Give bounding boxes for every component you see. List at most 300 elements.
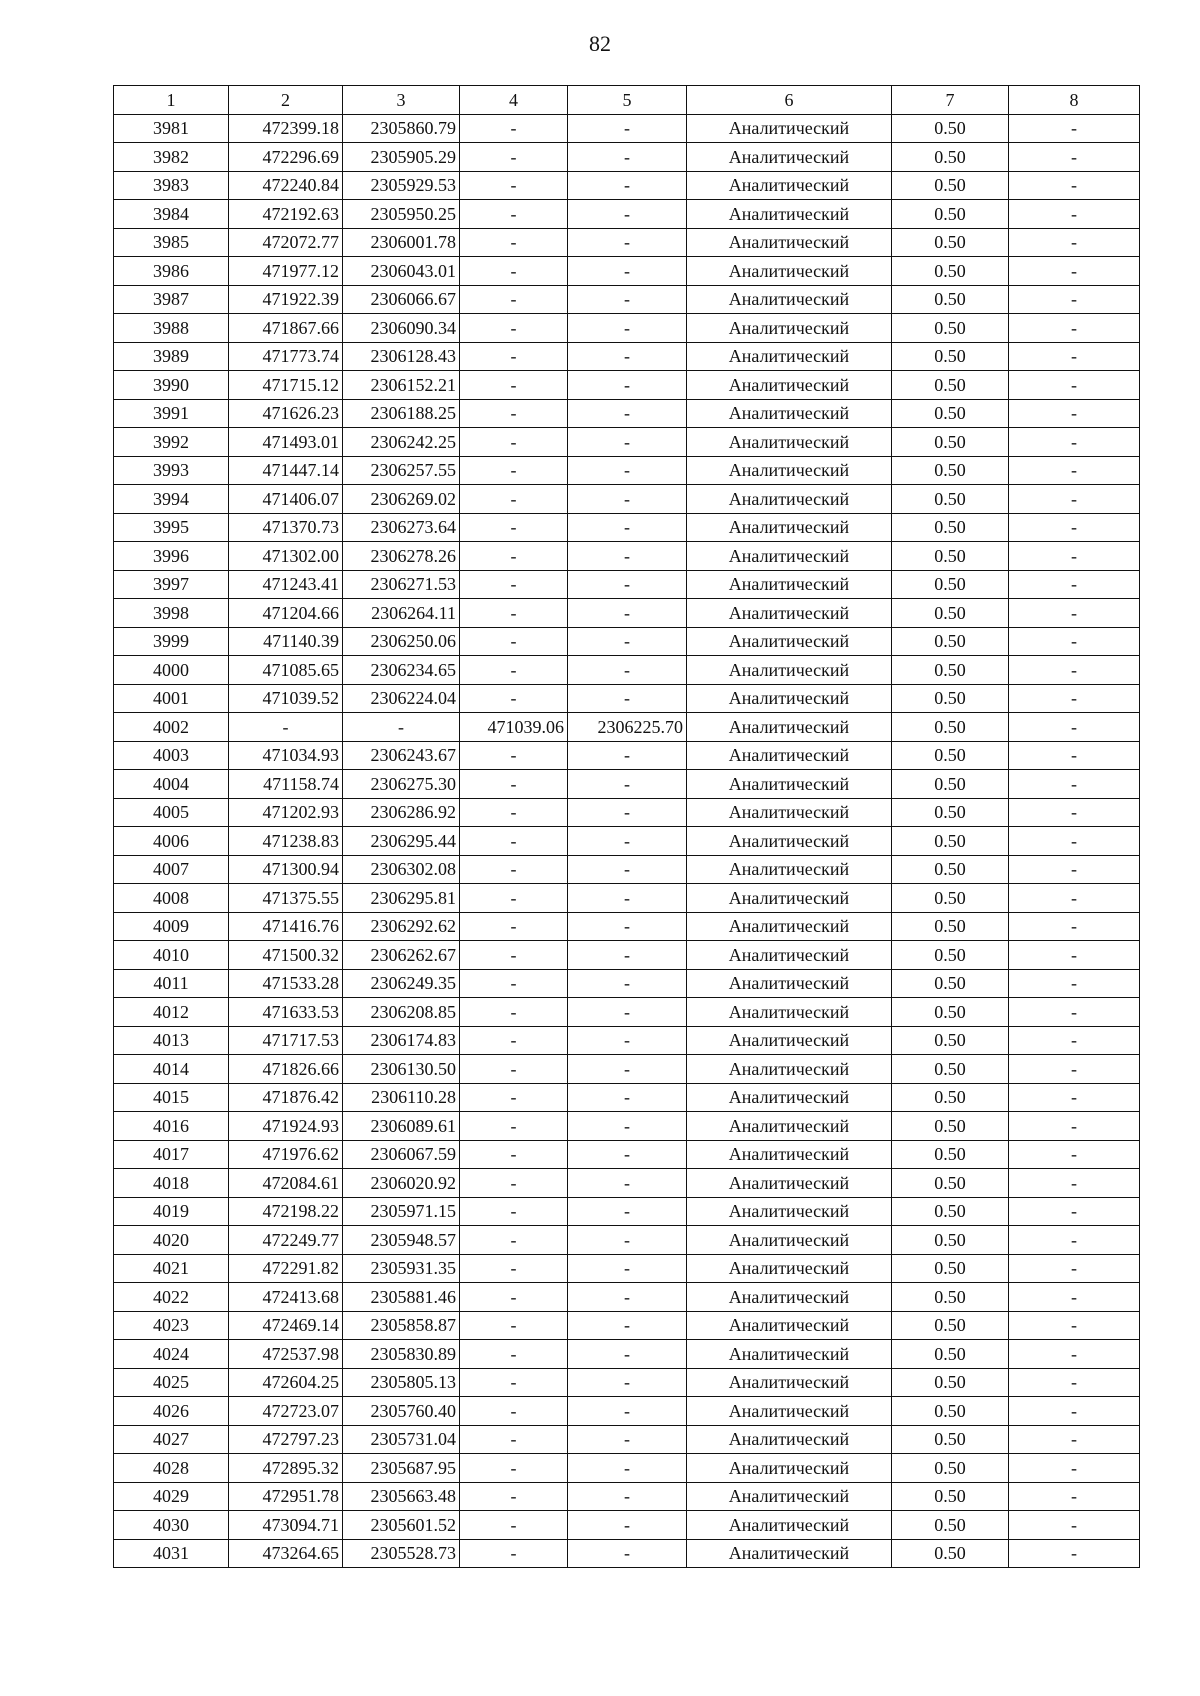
cell-coord-y-alt: - <box>568 855 687 884</box>
cell-coord-x-alt: - <box>460 542 568 571</box>
cell-coord-x: 472604.25 <box>229 1368 343 1397</box>
cell-coord-x-alt: - <box>460 1083 568 1112</box>
cell-accuracy: 0.50 <box>892 1539 1009 1568</box>
cell-coord-x: 471370.73 <box>229 513 343 542</box>
table-row <box>114 513 1140 542</box>
cell-coord-x-alt: - <box>460 570 568 599</box>
table-row <box>114 1340 1140 1369</box>
cell-coord-x-alt: - <box>460 1026 568 1055</box>
cell-point-number: 4016 <box>114 1112 229 1141</box>
cell-coord-x-alt: - <box>460 171 568 200</box>
cell-coord-y: 2306250.06 <box>343 627 460 656</box>
cell-coord-x: 472399.18 <box>229 114 343 143</box>
cell-coord-y-alt: - <box>568 542 687 571</box>
cell-coord-y-alt: - <box>568 1425 687 1454</box>
cell-accuracy: 0.50 <box>892 1055 1009 1084</box>
cell-method: Аналитический <box>687 798 892 827</box>
cell-coord-x-alt: - <box>460 228 568 257</box>
cell-coord-y: - <box>343 713 460 742</box>
cell-method: Аналитический <box>687 285 892 314</box>
cell-point-number: 3995 <box>114 513 229 542</box>
cell-note: - <box>1009 713 1140 742</box>
table-row <box>114 1254 1140 1283</box>
table-row <box>114 1226 1140 1255</box>
cell-note: - <box>1009 285 1140 314</box>
cell-point-number: 4007 <box>114 855 229 884</box>
cell-coord-y-alt: - <box>568 285 687 314</box>
cell-coord-x-alt: - <box>460 1283 568 1312</box>
cell-coord-x-alt: - <box>460 998 568 1027</box>
cell-coord-y-alt: - <box>568 314 687 343</box>
cell-point-number: 3991 <box>114 399 229 428</box>
cell-method: Аналитический <box>687 969 892 998</box>
cell-coord-x-alt: - <box>460 1226 568 1255</box>
cell-coord-y: 2305950.25 <box>343 200 460 229</box>
cell-method: Аналитический <box>687 1511 892 1540</box>
column-header: 1 <box>114 86 229 115</box>
cell-note: - <box>1009 1482 1140 1511</box>
cell-coord-y: 2306090.34 <box>343 314 460 343</box>
cell-point-number: 4018 <box>114 1169 229 1198</box>
cell-note: - <box>1009 1112 1140 1141</box>
table-row <box>114 713 1140 742</box>
cell-coord-x-alt: - <box>460 741 568 770</box>
page-number: 82 <box>589 31 611 56</box>
cell-point-number: 4027 <box>114 1425 229 1454</box>
cell-coord-x-alt: - <box>460 1539 568 1568</box>
cell-accuracy: 0.50 <box>892 1311 1009 1340</box>
cell-coord-y: 2306224.04 <box>343 684 460 713</box>
cell-coord-y: 2306275.30 <box>343 770 460 799</box>
cell-note: - <box>1009 1425 1140 1454</box>
cell-note: - <box>1009 1511 1140 1540</box>
cell-note: - <box>1009 1340 1140 1369</box>
cell-point-number: 4031 <box>114 1539 229 1568</box>
cell-coord-y-alt: - <box>568 1340 687 1369</box>
cell-coord-y-alt: - <box>568 684 687 713</box>
cell-method: Аналитический <box>687 342 892 371</box>
cell-coord-y: 2306130.50 <box>343 1055 460 1084</box>
cell-point-number: 4024 <box>114 1340 229 1369</box>
cell-coord-x-alt: - <box>460 1197 568 1226</box>
cell-coord-x-alt: - <box>460 456 568 485</box>
cell-method: Аналитический <box>687 941 892 970</box>
cell-coord-x: 473264.65 <box>229 1539 343 1568</box>
table-row <box>114 1169 1140 1198</box>
cell-coord-y: 2306043.01 <box>343 257 460 286</box>
cell-coord-y-alt: - <box>568 1112 687 1141</box>
cell-accuracy: 0.50 <box>892 114 1009 143</box>
cell-method: Аналитический <box>687 1397 892 1426</box>
cell-coord-y: 2306264.11 <box>343 599 460 628</box>
cell-accuracy: 0.50 <box>892 1425 1009 1454</box>
cell-note: - <box>1009 428 1140 457</box>
cell-coord-x: 471302.00 <box>229 542 343 571</box>
cell-coord-y: 2306089.61 <box>343 1112 460 1141</box>
cell-method: Аналитический <box>687 684 892 713</box>
cell-coord-y: 2306262.67 <box>343 941 460 970</box>
cell-coord-y: 2306243.67 <box>343 741 460 770</box>
column-header: 3 <box>343 86 460 115</box>
table-row <box>114 342 1140 371</box>
cell-note: - <box>1009 1254 1140 1283</box>
cell-method: Аналитический <box>687 599 892 628</box>
cell-point-number: 4021 <box>114 1254 229 1283</box>
table-row <box>114 456 1140 485</box>
table-row <box>114 969 1140 998</box>
cell-coord-x-alt: - <box>460 200 568 229</box>
cell-accuracy: 0.50 <box>892 1140 1009 1169</box>
cell-coord-x: 471924.93 <box>229 1112 343 1141</box>
cell-coord-x-alt: - <box>460 1254 568 1283</box>
cell-method: Аналитический <box>687 456 892 485</box>
cell-point-number: 4023 <box>114 1311 229 1340</box>
table-row <box>114 1454 1140 1483</box>
cell-point-number: 3982 <box>114 143 229 172</box>
table-row <box>114 884 1140 913</box>
cell-method: Аналитический <box>687 1283 892 1312</box>
cell-coord-x-alt: - <box>460 969 568 998</box>
cell-note: - <box>1009 1454 1140 1483</box>
cell-coord-y: 2306278.26 <box>343 542 460 571</box>
cell-coord-x: 472291.82 <box>229 1254 343 1283</box>
cell-note: - <box>1009 827 1140 856</box>
cell-point-number: 4004 <box>114 770 229 799</box>
cell-coord-x: 471773.74 <box>229 342 343 371</box>
cell-point-number: 3989 <box>114 342 229 371</box>
cell-accuracy: 0.50 <box>892 599 1009 628</box>
table-row <box>114 114 1140 143</box>
cell-note: - <box>1009 542 1140 571</box>
cell-note: - <box>1009 884 1140 913</box>
cell-coord-x-alt: - <box>460 1340 568 1369</box>
cell-accuracy: 0.50 <box>892 770 1009 799</box>
coordinates-table <box>113 85 1140 1568</box>
cell-coord-x-alt: - <box>460 1055 568 1084</box>
cell-coord-y: 2306174.83 <box>343 1026 460 1055</box>
cell-method: Аналитический <box>687 1254 892 1283</box>
cell-method: Аналитический <box>687 570 892 599</box>
cell-accuracy: 0.50 <box>892 428 1009 457</box>
cell-coord-x-alt: - <box>460 627 568 656</box>
cell-note: - <box>1009 257 1140 286</box>
cell-coord-y: 2306295.81 <box>343 884 460 913</box>
cell-point-number: 4008 <box>114 884 229 913</box>
cell-coord-x: 473094.71 <box>229 1511 343 1540</box>
cell-coord-y: 2305948.57 <box>343 1226 460 1255</box>
cell-coord-y: 2306110.28 <box>343 1083 460 1112</box>
cell-method: Аналитический <box>687 1482 892 1511</box>
cell-coord-x: 472723.07 <box>229 1397 343 1426</box>
table-row <box>114 770 1140 799</box>
table-row <box>114 599 1140 628</box>
table-row <box>114 1311 1140 1340</box>
cell-note: - <box>1009 770 1140 799</box>
cell-coord-y-alt: - <box>568 969 687 998</box>
cell-accuracy: 0.50 <box>892 570 1009 599</box>
cell-coord-y: 2305881.46 <box>343 1283 460 1312</box>
cell-coord-y-alt: - <box>568 912 687 941</box>
cell-coord-y: 2306188.25 <box>343 399 460 428</box>
cell-coord-y: 2305931.35 <box>343 1254 460 1283</box>
cell-accuracy: 0.50 <box>892 342 1009 371</box>
table-row <box>114 1368 1140 1397</box>
cell-method: Аналитический <box>687 114 892 143</box>
cell-coord-x-alt: - <box>460 513 568 542</box>
cell-method: Аналитический <box>687 912 892 941</box>
cell-coord-y: 2306242.25 <box>343 428 460 457</box>
table-row <box>114 656 1140 685</box>
table-row <box>114 485 1140 514</box>
table-row <box>114 399 1140 428</box>
cell-coord-x: 471039.52 <box>229 684 343 713</box>
cell-accuracy: 0.50 <box>892 456 1009 485</box>
cell-coord-x-alt: - <box>460 1397 568 1426</box>
cell-coord-y-alt: - <box>568 599 687 628</box>
cell-method: Аналитический <box>687 314 892 343</box>
cell-method: Аналитический <box>687 1539 892 1568</box>
cell-note: - <box>1009 1397 1140 1426</box>
cell-point-number: 4028 <box>114 1454 229 1483</box>
cell-note: - <box>1009 570 1140 599</box>
cell-note: - <box>1009 941 1140 970</box>
cell-coord-x: 472296.69 <box>229 143 343 172</box>
cell-coord-y-alt: - <box>568 1368 687 1397</box>
cell-coord-x-alt: - <box>460 599 568 628</box>
cell-coord-y-alt: - <box>568 1254 687 1283</box>
table-row <box>114 855 1140 884</box>
cell-coord-x-alt: - <box>460 342 568 371</box>
table-row <box>114 827 1140 856</box>
cell-coord-y-alt: - <box>568 371 687 400</box>
cell-method: Аналитический <box>687 1368 892 1397</box>
cell-note: - <box>1009 371 1140 400</box>
table-row <box>114 428 1140 457</box>
cell-point-number: 3997 <box>114 570 229 599</box>
cell-note: - <box>1009 114 1140 143</box>
table-row <box>114 798 1140 827</box>
cell-note: - <box>1009 143 1140 172</box>
cell-note: - <box>1009 399 1140 428</box>
cell-coord-y: 2305663.48 <box>343 1482 460 1511</box>
cell-coord-y-alt: - <box>568 570 687 599</box>
cell-coord-y: 2306269.02 <box>343 485 460 514</box>
cell-method: Аналитический <box>687 1026 892 1055</box>
cell-coord-x: 472469.14 <box>229 1311 343 1340</box>
table-row <box>114 684 1140 713</box>
table-row <box>114 228 1140 257</box>
cell-coord-x-alt: - <box>460 1511 568 1540</box>
cell-accuracy: 0.50 <box>892 1283 1009 1312</box>
table-row <box>114 257 1140 286</box>
cell-coord-y-alt: - <box>568 884 687 913</box>
cell-coord-y: 2306249.35 <box>343 969 460 998</box>
cell-note: - <box>1009 627 1140 656</box>
table-row <box>114 1425 1140 1454</box>
cell-coord-x: 472895.32 <box>229 1454 343 1483</box>
cell-method: Аналитический <box>687 542 892 571</box>
cell-accuracy: 0.50 <box>892 143 1009 172</box>
cell-coord-x: 471977.12 <box>229 257 343 286</box>
cell-coord-x: 471158.74 <box>229 770 343 799</box>
cell-note: - <box>1009 485 1140 514</box>
cell-coord-x-alt: - <box>460 143 568 172</box>
table-row <box>114 171 1140 200</box>
cell-coord-x-alt: - <box>460 912 568 941</box>
cell-coord-y-alt: - <box>568 1539 687 1568</box>
cell-point-number: 3992 <box>114 428 229 457</box>
cell-coord-x: 471715.12 <box>229 371 343 400</box>
cell-coord-y: 2306234.65 <box>343 656 460 685</box>
cell-note: - <box>1009 1283 1140 1312</box>
cell-coord-y-alt: - <box>568 1026 687 1055</box>
cell-method: Аналитический <box>687 513 892 542</box>
table-row <box>114 1283 1140 1312</box>
column-header: 4 <box>460 86 568 115</box>
cell-accuracy: 0.50 <box>892 684 1009 713</box>
column-header: 2 <box>229 86 343 115</box>
cell-accuracy: 0.50 <box>892 513 1009 542</box>
cell-note: - <box>1009 1197 1140 1226</box>
table-row <box>114 1140 1140 1169</box>
cell-point-number: 4012 <box>114 998 229 1027</box>
cell-accuracy: 0.50 <box>892 713 1009 742</box>
cell-coord-y-alt: - <box>568 1055 687 1084</box>
table-row <box>114 1112 1140 1141</box>
cell-coord-y: 2306152.21 <box>343 371 460 400</box>
cell-accuracy: 0.50 <box>892 1368 1009 1397</box>
cell-point-number: 3984 <box>114 200 229 229</box>
cell-accuracy: 0.50 <box>892 200 1009 229</box>
cell-accuracy: 0.50 <box>892 1112 1009 1141</box>
table-body <box>114 114 1140 1568</box>
cell-accuracy: 0.50 <box>892 884 1009 913</box>
cell-coord-x: 471976.62 <box>229 1140 343 1169</box>
cell-coord-y-alt: - <box>568 200 687 229</box>
cell-note: - <box>1009 228 1140 257</box>
cell-coord-x: 472797.23 <box>229 1425 343 1454</box>
cell-coord-y: 2305929.53 <box>343 171 460 200</box>
cell-coord-y: 2306001.78 <box>343 228 460 257</box>
cell-coord-y-alt: - <box>568 171 687 200</box>
cell-accuracy: 0.50 <box>892 1083 1009 1112</box>
cell-coord-x-alt: - <box>460 855 568 884</box>
cell-coord-x-alt: - <box>460 257 568 286</box>
cell-point-number: 4013 <box>114 1026 229 1055</box>
cell-point-number: 4026 <box>114 1397 229 1426</box>
cell-coord-x: 472249.77 <box>229 1226 343 1255</box>
cell-point-number: 3994 <box>114 485 229 514</box>
cell-method: Аналитический <box>687 1454 892 1483</box>
cell-coord-x: 471447.14 <box>229 456 343 485</box>
cell-note: - <box>1009 741 1140 770</box>
cell-coord-x-alt: - <box>460 884 568 913</box>
cell-coord-y: 2305601.52 <box>343 1511 460 1540</box>
cell-method: Аналитический <box>687 257 892 286</box>
cell-method: Аналитический <box>687 1226 892 1255</box>
cell-note: - <box>1009 855 1140 884</box>
cell-coord-x: 471034.93 <box>229 741 343 770</box>
cell-coord-y: 2305860.79 <box>343 114 460 143</box>
cell-coord-y: 2306020.92 <box>343 1169 460 1198</box>
cell-accuracy: 0.50 <box>892 371 1009 400</box>
cell-coord-y: 2306302.08 <box>343 855 460 884</box>
cell-coord-x: 471826.66 <box>229 1055 343 1084</box>
cell-point-number: 4002 <box>114 713 229 742</box>
cell-coord-y: 2306273.64 <box>343 513 460 542</box>
cell-note: - <box>1009 314 1140 343</box>
cell-coord-x: 471238.83 <box>229 827 343 856</box>
cell-coord-y-alt: - <box>568 1397 687 1426</box>
cell-coord-y: 2305731.04 <box>343 1425 460 1454</box>
cell-coord-x: 472413.68 <box>229 1283 343 1312</box>
cell-point-number: 3990 <box>114 371 229 400</box>
cell-coord-x: 471085.65 <box>229 656 343 685</box>
cell-coord-x: - <box>229 713 343 742</box>
cell-coord-x: 472198.22 <box>229 1197 343 1226</box>
cell-coord-y-alt: - <box>568 1482 687 1511</box>
cell-accuracy: 0.50 <box>892 656 1009 685</box>
cell-accuracy: 0.50 <box>892 855 1009 884</box>
cell-coord-y-alt: - <box>568 1140 687 1169</box>
cell-point-number: 4017 <box>114 1140 229 1169</box>
table-row <box>114 1539 1140 1568</box>
cell-accuracy: 0.50 <box>892 1511 1009 1540</box>
cell-note: - <box>1009 342 1140 371</box>
cell-accuracy: 0.50 <box>892 627 1009 656</box>
cell-point-number: 3996 <box>114 542 229 571</box>
cell-accuracy: 0.50 <box>892 1454 1009 1483</box>
cell-coord-y-alt: - <box>568 1083 687 1112</box>
table-row <box>114 1055 1140 1084</box>
cell-coord-y: 2306208.85 <box>343 998 460 1027</box>
cell-coord-x-alt: - <box>460 684 568 713</box>
cell-accuracy: 0.50 <box>892 171 1009 200</box>
cell-coord-y-alt: - <box>568 342 687 371</box>
cell-coord-x: 471922.39 <box>229 285 343 314</box>
cell-coord-y-alt: - <box>568 1197 687 1226</box>
cell-coord-y-alt: - <box>568 1169 687 1198</box>
cell-coord-y-alt: 2306225.70 <box>568 713 687 742</box>
cell-coord-x: 472192.63 <box>229 200 343 229</box>
cell-note: - <box>1009 1368 1140 1397</box>
cell-note: - <box>1009 513 1140 542</box>
table-row <box>114 1397 1140 1426</box>
cell-coord-y: 2306292.62 <box>343 912 460 941</box>
cell-coord-y: 2305905.29 <box>343 143 460 172</box>
cell-point-number: 4019 <box>114 1197 229 1226</box>
table-row <box>114 371 1140 400</box>
cell-point-number: 4001 <box>114 684 229 713</box>
cell-coord-y: 2305760.40 <box>343 1397 460 1426</box>
table-row <box>114 627 1140 656</box>
cell-coord-y: 2306286.92 <box>343 798 460 827</box>
cell-coord-y-alt: - <box>568 1454 687 1483</box>
cell-point-number: 3981 <box>114 114 229 143</box>
cell-coord-x: 472240.84 <box>229 171 343 200</box>
cell-method: Аналитический <box>687 428 892 457</box>
cell-point-number: 4010 <box>114 941 229 970</box>
cell-coord-x-alt: - <box>460 314 568 343</box>
cell-coord-x: 471633.53 <box>229 998 343 1027</box>
cell-method: Аналитический <box>687 399 892 428</box>
cell-point-number: 4009 <box>114 912 229 941</box>
cell-method: Аналитический <box>687 371 892 400</box>
cell-method: Аналитический <box>687 228 892 257</box>
cell-coord-x: 472084.61 <box>229 1169 343 1198</box>
cell-coord-y: 2306128.43 <box>343 342 460 371</box>
cell-method: Аналитический <box>687 1311 892 1340</box>
